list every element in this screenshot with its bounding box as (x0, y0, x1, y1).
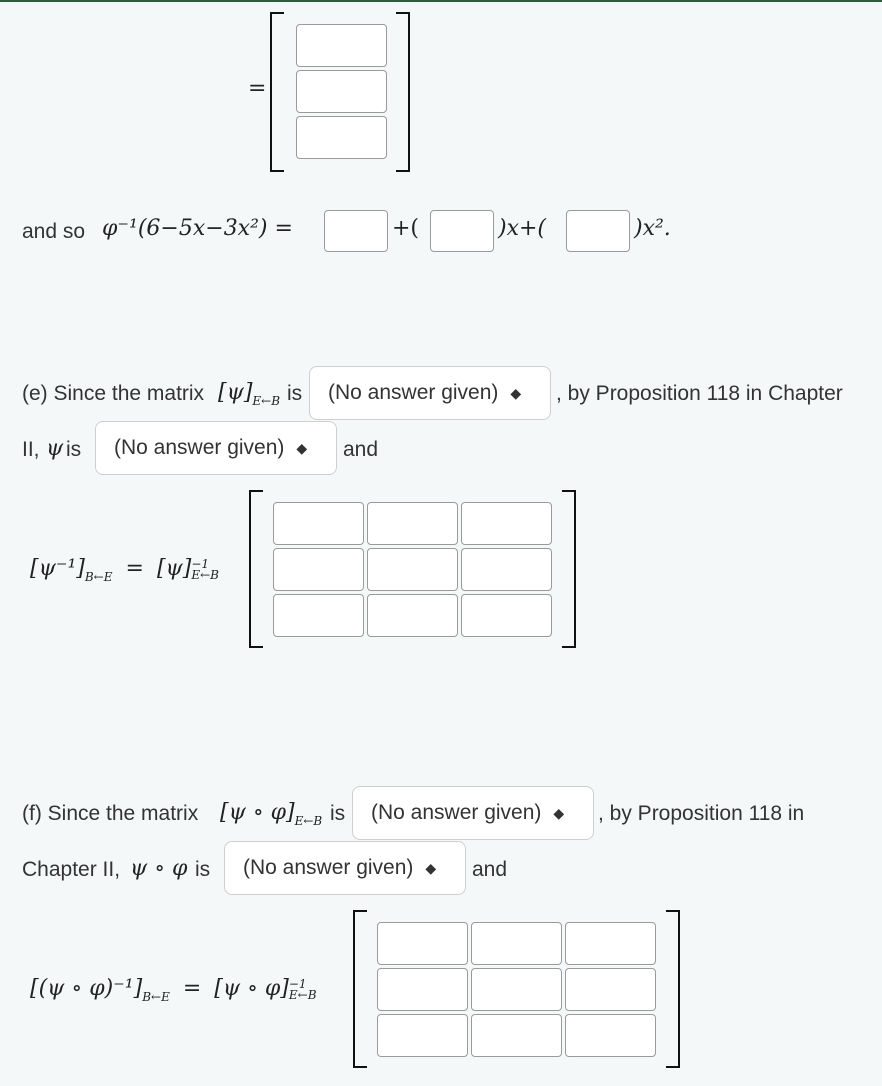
matrix-e-cell-1-2[interactable] (367, 502, 458, 545)
matrix-f-cell-1-2[interactable] (471, 922, 562, 965)
part-f-intro: (f) Since the matrix (22, 802, 199, 825)
part-e-invertible-select[interactable]: (No answer given) ◆ (309, 366, 551, 420)
chevron-updown-icon: ◆ (510, 384, 522, 401)
matrix-e-cell-3-1[interactable] (273, 594, 364, 637)
part-f-matrix-label: [ψ ∘ $\varphi]_{E\leftarrow B}$ (220, 800, 323, 828)
part-e-matrix-label: $[\psi]_{E\leftarrow B}$ (218, 380, 281, 408)
part-e-line2-start: II, (22, 438, 40, 461)
chevron-updown-icon: ◆ (553, 804, 565, 821)
chevron-updown-icon: ◆ (425, 859, 437, 876)
part-f-invertible-select[interactable]: (No answer given) ◆ (352, 786, 594, 840)
matrix-f-cell-2-1[interactable] (377, 968, 468, 1011)
part-f-is: is (330, 802, 346, 825)
matrix-f-cell-1-1[interactable] (377, 922, 468, 965)
matrix-e-bracket-left (249, 490, 263, 648)
matrix-e-cell-3-2[interactable] (367, 594, 458, 637)
part-f-bijective-select[interactable]: (No answer given) ◆ (224, 841, 466, 895)
matrix-f-bracket-left (353, 910, 367, 1068)
bracket-left (270, 12, 284, 172)
matrix-e-bracket-right (562, 490, 576, 648)
part-e-is: is (287, 382, 303, 405)
part-e-bijective-select[interactable]: (No answer given) ◆ (95, 421, 337, 475)
matrix-f-cell-2-3[interactable] (565, 968, 656, 1011)
part-f-inverse-equation: [(ψ ∘ $\varphi)^{-1}]_{B\leftarrow E} = [\psi$ ∘ φ] −1 E←B (30, 976, 317, 1004)
equals-sign: = (248, 76, 267, 101)
part-e-and: and (343, 438, 379, 461)
and-so-text: and so (22, 220, 86, 243)
part-e-intro: (e) Since the matrix (22, 382, 205, 405)
part-f-composition: ψ ∘ φ (130, 856, 188, 881)
part-e-is2: is (66, 438, 82, 461)
part-f-is2: is (195, 858, 211, 881)
vector-entry-2[interactable] (296, 70, 387, 113)
matrix-f-cell-3-3[interactable] (565, 1014, 656, 1057)
part-e-psi: ψ (46, 436, 64, 461)
constant-coefficient-input[interactable] (324, 210, 388, 252)
chevron-updown-icon: ◆ (296, 439, 308, 456)
part-f-proposition-text: , by Proposition 118 in (598, 802, 805, 825)
matrix-e-cell-1-1[interactable] (273, 502, 364, 545)
matrix-f-cell-3-1[interactable] (377, 1014, 468, 1057)
x2-coefficient-input[interactable] (566, 210, 630, 252)
part-e-proposition-text: , by Proposition 118 in Chapter (556, 382, 843, 405)
matrix-f-cell-2-2[interactable] (471, 968, 562, 1011)
matrix-f-cell-3-2[interactable] (471, 1014, 562, 1057)
matrix-e-cell-2-1[interactable] (273, 548, 364, 591)
plus-open-paren: +( (392, 216, 420, 241)
matrix-e-cell-1-3[interactable] (461, 502, 552, 545)
matrix-f-cell-1-3[interactable] (565, 922, 656, 965)
top-border (0, 0, 882, 2)
part-f-line2-start: Chapter II, (22, 858, 121, 881)
bracket-right (396, 12, 410, 172)
part-f-and: and (472, 858, 508, 881)
matrix-f-bracket-right (666, 910, 680, 1068)
part-e-inverse-equation: $[\psi^{-1}]_{B\leftarrow E} = [\psi]$ −1 E←B (30, 556, 219, 584)
matrix-e-cell-3-3[interactable] (461, 594, 552, 637)
x-squared-close: )x². (634, 216, 671, 241)
matrix-e-cell-2-3[interactable] (461, 548, 552, 591)
vector-entry-1[interactable] (296, 24, 387, 67)
vector-entry-3[interactable] (296, 116, 387, 159)
matrix-e-cell-2-2[interactable] (367, 548, 458, 591)
x-plus-open-paren: )x+( (498, 216, 547, 241)
x-coefficient-input[interactable] (430, 210, 494, 252)
phi-inverse-expression: φ⁻¹(6−5x−3x²) = (102, 216, 293, 241)
